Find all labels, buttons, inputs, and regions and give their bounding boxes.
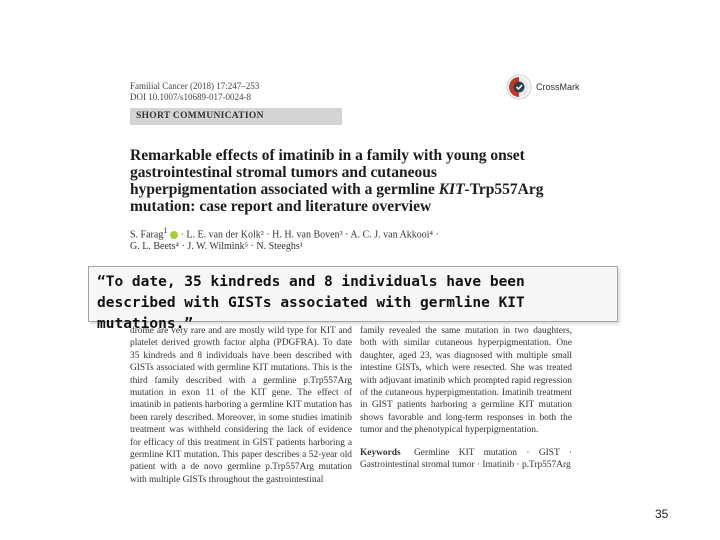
keywords-text: Germline KIT mutation · GIST · Gastrointestinal stromal tumor · Imatinib · p.Trp557Arg bbox=[360, 447, 573, 471]
title-gene: KIT bbox=[438, 181, 465, 198]
keywords bbox=[360, 447, 572, 472]
title-part-2: -Trp557Arg mutation: case report and literature overview bbox=[130, 181, 544, 215]
section-label: SHORT COMMUNICATION bbox=[130, 108, 342, 125]
first-author[interactable]: S. Farag bbox=[130, 229, 164, 241]
header-lines bbox=[130, 81, 259, 103]
crossmark-badge[interactable] bbox=[506, 74, 580, 100]
author-list-line-1: · L. E. van der Kolk² · H. H. van Boven³ · A. C. J. van Akkooi⁴ · bbox=[180, 229, 439, 241]
paper-title bbox=[130, 147, 550, 215]
title-part-1: Remarkable effects of imatinib in a family with young onset gastrointestinal stromal tumors and cutaneous hyperpigmentation associated with a germline bbox=[130, 147, 525, 198]
author-list: S. Farag$^1$ · L. E. van der Kolk² · H. H. van Boven³ · A. C. J. van Akkooi⁴ · G. L. Beets⁴ · J. W. Wilmink⁵ · N. Steeghs¹ bbox=[130, 226, 439, 253]
author-list-line-2: G. L. Beets⁴ · J. W. Wilmink⁵ · N. Steeghs¹ bbox=[130, 241, 303, 253]
quote-callout: “To date, 35 kindreds and 8 individuals have been described with GISTs associated with germline KIT mutations.” bbox=[88, 266, 618, 322]
abstract-right-column bbox=[360, 325, 572, 471]
doi-line: DOI 10.1007/s10689-017-0024-8 bbox=[130, 92, 251, 102]
journal-citation: Familial Cancer (2018) 17:247–253 bbox=[130, 81, 260, 91]
orcid-icon[interactable] bbox=[170, 231, 178, 239]
page-number: 35 bbox=[655, 507, 669, 521]
crossmark-icon bbox=[506, 74, 532, 100]
keywords-label: Keywords bbox=[360, 447, 401, 458]
crossmark-label: CrossMark bbox=[536, 82, 580, 92]
right-column-text: family revealed the same mutation in two daughters, both with similar cutaneous hyperpigmentation. One daughter, aged 23, was diagnosed with multiple small intestine GISTs, which were resected. She was treated with adjuvant imatinib which prompted rapid regression of the cutaneous hyperpigmentation. Imatinib treatment in GIST patients harboring a germline KIT mutation shows favorable and long-term responses in both the tumor and the phenotypical hyperpigmentation. bbox=[360, 326, 572, 436]
abstract-left-column: drome are very rare and are mostly wild type for KIT and platelet derived growth factor alpha (PDGFRA). To date 35 kindreds and 8 individuals have been described with GISTs associated with germline KIT mutations. This is the third family described with a germline p.Trp557Arg mutation in exon 11 of the KIT gene. The effect of imatinib in patients harboring a germline KIT mutation has been rarely described. Moreover, in some studies imatinib treatment was withheld considering the lack of evidence for efficacy of this treatment in GIST patients harboring a germline KIT mutation. This paper describes a 52-year old patient with a de novo germline p.Trp557Arg mutation with multiple GISTs throughout the gastrointestinal bbox=[130, 326, 352, 485]
